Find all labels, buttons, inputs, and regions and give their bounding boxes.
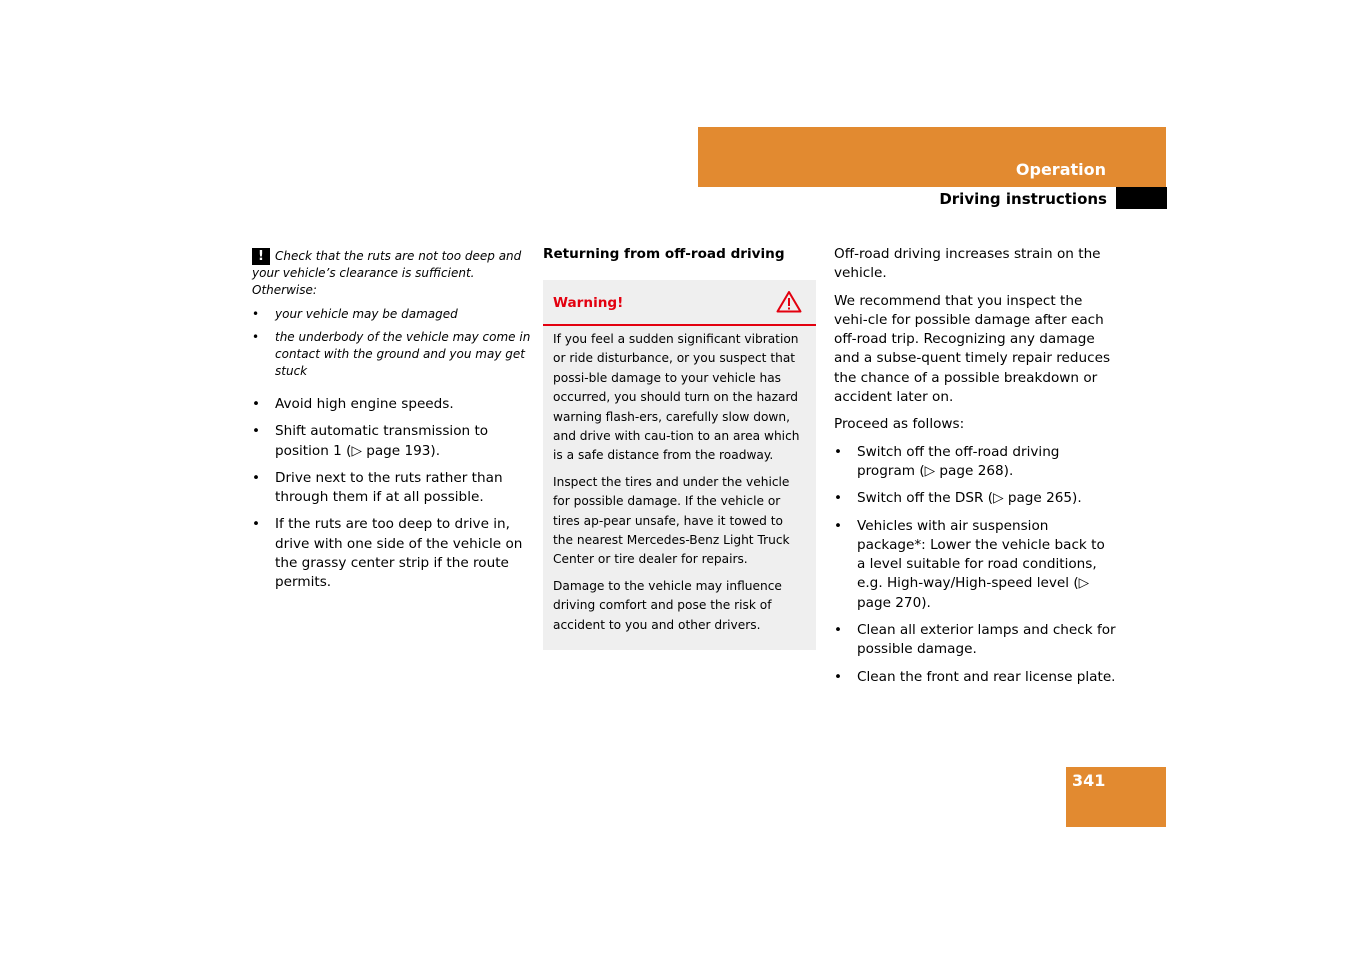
bullet: • — [252, 469, 261, 486]
warning-label: Warning! — [553, 295, 624, 311]
exclamation-icon: ! — [252, 248, 270, 265]
warning-box — [543, 280, 816, 650]
bullet: • — [834, 443, 843, 460]
bullet: • — [834, 517, 843, 534]
header-tab-marker — [1116, 187, 1167, 209]
warning-paragraph: If you feel a sudden significant vibration or ride disturbance, or you suspect that possi-ble damage to your vehicle has occurred, you should turn on the hazard warning flash-ers, carefully slow down, and drive with cau-tion to an area which is a safe distance from the roadway. — [553, 332, 800, 463]
bullet: • — [252, 396, 261, 412]
caution-note-list — [252, 306, 534, 380]
page-number: 341 — [1072, 771, 1106, 790]
instruction-list — [252, 395, 534, 593]
list-item: • Clean all exterior lamps and check for possible damage. — [834, 622, 1116, 658]
list-item: • Vehicles with air suspension package*: Lower the vehicle back to a level suitable for road conditions, e.g. High-way/High-speed level (▷ page 270). — [834, 517, 1105, 611]
column-left — [252, 248, 534, 601]
warning-header — [543, 280, 816, 326]
bullet: • — [834, 668, 843, 685]
column-right — [834, 245, 1116, 695]
list-item: • Shift automatic transmission to position 1 (▷ page 193). — [252, 423, 489, 459]
subsection-title: Driving instructions — [939, 190, 1107, 208]
body-paragraph: Proceed as follows: — [834, 416, 965, 433]
bullet: • — [252, 330, 260, 344]
bullet: • — [252, 516, 261, 533]
page-number-band — [1066, 767, 1166, 827]
procedure-list — [834, 443, 1116, 687]
bullet: • — [834, 490, 843, 507]
list-item: • Switch off the DSR (▷ page 265). — [834, 489, 1116, 508]
body-paragraph: Off-road driving increases strain on the vehicle. — [834, 246, 1101, 282]
warning-body — [543, 326, 816, 650]
list-item: • Switch off the off-road driving program (▷ page 268). — [834, 443, 1060, 479]
section-heading: Returning from off-road driving — [543, 246, 785, 262]
list-item: • the underbody of the vehicle may come in contact with the ground and you may get stuck — [252, 330, 531, 378]
body-paragraph: We recommend that you inspect the vehi-cle for possible damage after each off-road trip. Recognizing any damage and a subse-quent timely repair reduces the chance of a possible breakdown or accident later on. — [834, 292, 1111, 406]
bullet: • — [252, 423, 261, 440]
bullet: • — [834, 622, 843, 639]
list-item: • Avoid high engine speeds. — [252, 395, 534, 414]
column-middle — [543, 245, 816, 650]
section-title: Operation — [1015, 160, 1106, 179]
caution-note-intro: Check that the ruts are not too deep and your vehicle’s clearance is sufficient. Otherwise: — [252, 249, 522, 297]
list-item: • Drive next to the ruts rather than through them if at all possible. — [252, 469, 503, 506]
warning-paragraph: Inspect the tires and under the vehicle for possible damage. If the vehicle or tires ap-pear unsafe, have it towed to the nearest Mercedes-Benz Light Truck Center or tire dealer for repairs. — [553, 474, 790, 567]
warning-triangle-icon — [776, 290, 802, 319]
bullet: • — [252, 307, 260, 321]
warning-paragraph: Damage to the vehicle may influence driving comfort and pose the risk of accident to you and other drivers. — [553, 578, 782, 632]
list-item: • your vehicle may be damaged — [252, 307, 458, 321]
caution-note — [252, 248, 534, 299]
list-item: • If the ruts are too deep to drive in, drive with one side of the vehicle on the grassy center strip if the route permits. — [252, 516, 523, 591]
header-band — [698, 127, 1166, 187]
list-item: • Clean the front and rear license plate. — [834, 668, 1116, 687]
